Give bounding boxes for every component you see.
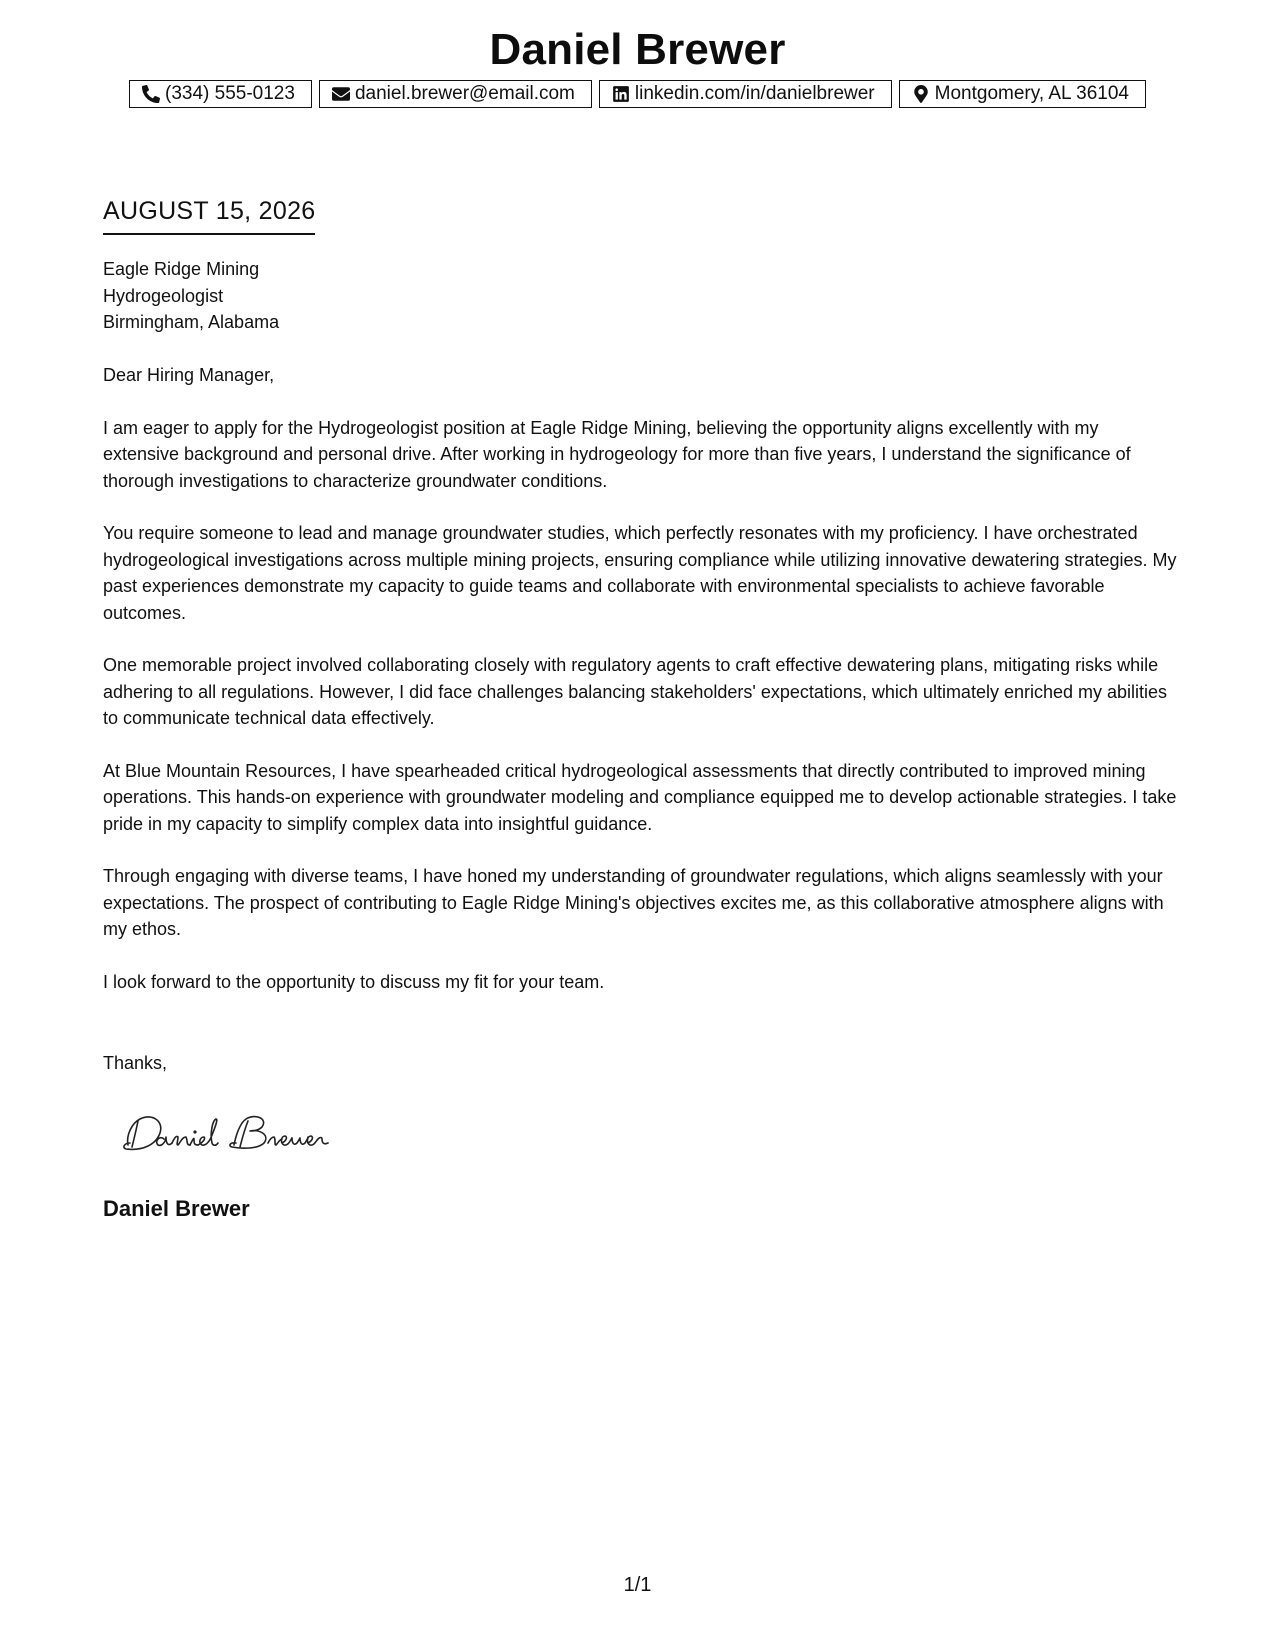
recipient-location: Birmingham, Alabama	[103, 312, 280, 332]
body-paragraph: At Blue Mountain Resources, I have spearheaded critical hydrogeological assessments that directly contributed to improved mining operations. This hands-on experience with groundwater modeling and compliance equipped me to develop actionable strategies. I take pride in my capacity to simplify complex data into insightful guidance.	[103, 760, 1177, 834]
contact-location[interactable]	[899, 80, 1146, 108]
applicant-name-header: Daniel Brewer	[489, 25, 786, 74]
contact-info-row	[0, 80, 1275, 108]
phone-icon	[142, 85, 160, 103]
recipient-block	[103, 256, 279, 336]
recipient-company: Eagle Ridge Mining	[103, 259, 260, 279]
contact-location-text: Montgomery, AL 36104	[934, 83, 1129, 104]
body-paragraph: I am eager to apply for the Hydrogeologist position at Eagle Ridge Mining, believing the opportunity aligns excellently with my extensive background and personal drive. After working in hydrogeology for more than five years, I understand the significance of thorough investigations to characterize groundwater conditions.	[103, 417, 1131, 491]
body-paragraph: Through engaging with diverse teams, I have honed my understanding of groundwater regulations, which aligns seamlessly with your expectations. The prospect of contributing to Eagle Ridge Mining's objectives excites me, as this collaborative atmosphere aligns with my ethos.	[103, 866, 1164, 939]
letter-date: AUGUST 15, 2026	[103, 194, 315, 235]
salutation: Dear Hiring Manager,	[103, 365, 275, 385]
handwritten-signature	[118, 1105, 348, 1165]
page-number: 1/1	[623, 1574, 652, 1596]
signer-name: Daniel Brewer	[103, 1196, 250, 1221]
contact-phone-text: (334) 555-0123	[165, 83, 295, 104]
body-paragraph: One memorable project involved collaborating closely with regulatory agents to craft effective dewatering plans, mitigating risks while adhering to all regulations. However, I did face challenges balancing stakeholders' expectations, which ultimately enriched my abilities to communicate technical data effectively.	[103, 655, 1168, 728]
closing-text: Thanks,	[103, 1053, 168, 1073]
letter-body	[103, 362, 1178, 1021]
map-pin-icon	[912, 85, 930, 103]
contact-linkedin-text: linkedin.com/in/danielbrewer	[634, 83, 875, 104]
contact-linkedin[interactable]	[599, 80, 892, 108]
envelope-icon	[332, 85, 350, 103]
body-paragraph: I look forward to the opportunity to discuss my fit for your team.	[103, 971, 605, 992]
recipient-position: Hydrogeologist	[103, 285, 224, 306]
contact-email[interactable]	[319, 80, 592, 108]
contact-email-text: daniel.brewer@email.com	[354, 83, 575, 104]
contact-phone[interactable]	[129, 80, 312, 108]
body-paragraph: You require someone to lead and manage groundwater studies, which perfectly resonates with my proficiency. I have orchestrated hydrogeological investigations across multiple mining projects, ensuring compliance while utilizing innovative dewatering strategies. My past experiences demonstrate my capacity to guide teams and collaborate with environmental specialists to achieve favorable outcomes.	[103, 523, 1177, 623]
linkedin-icon	[612, 85, 630, 103]
